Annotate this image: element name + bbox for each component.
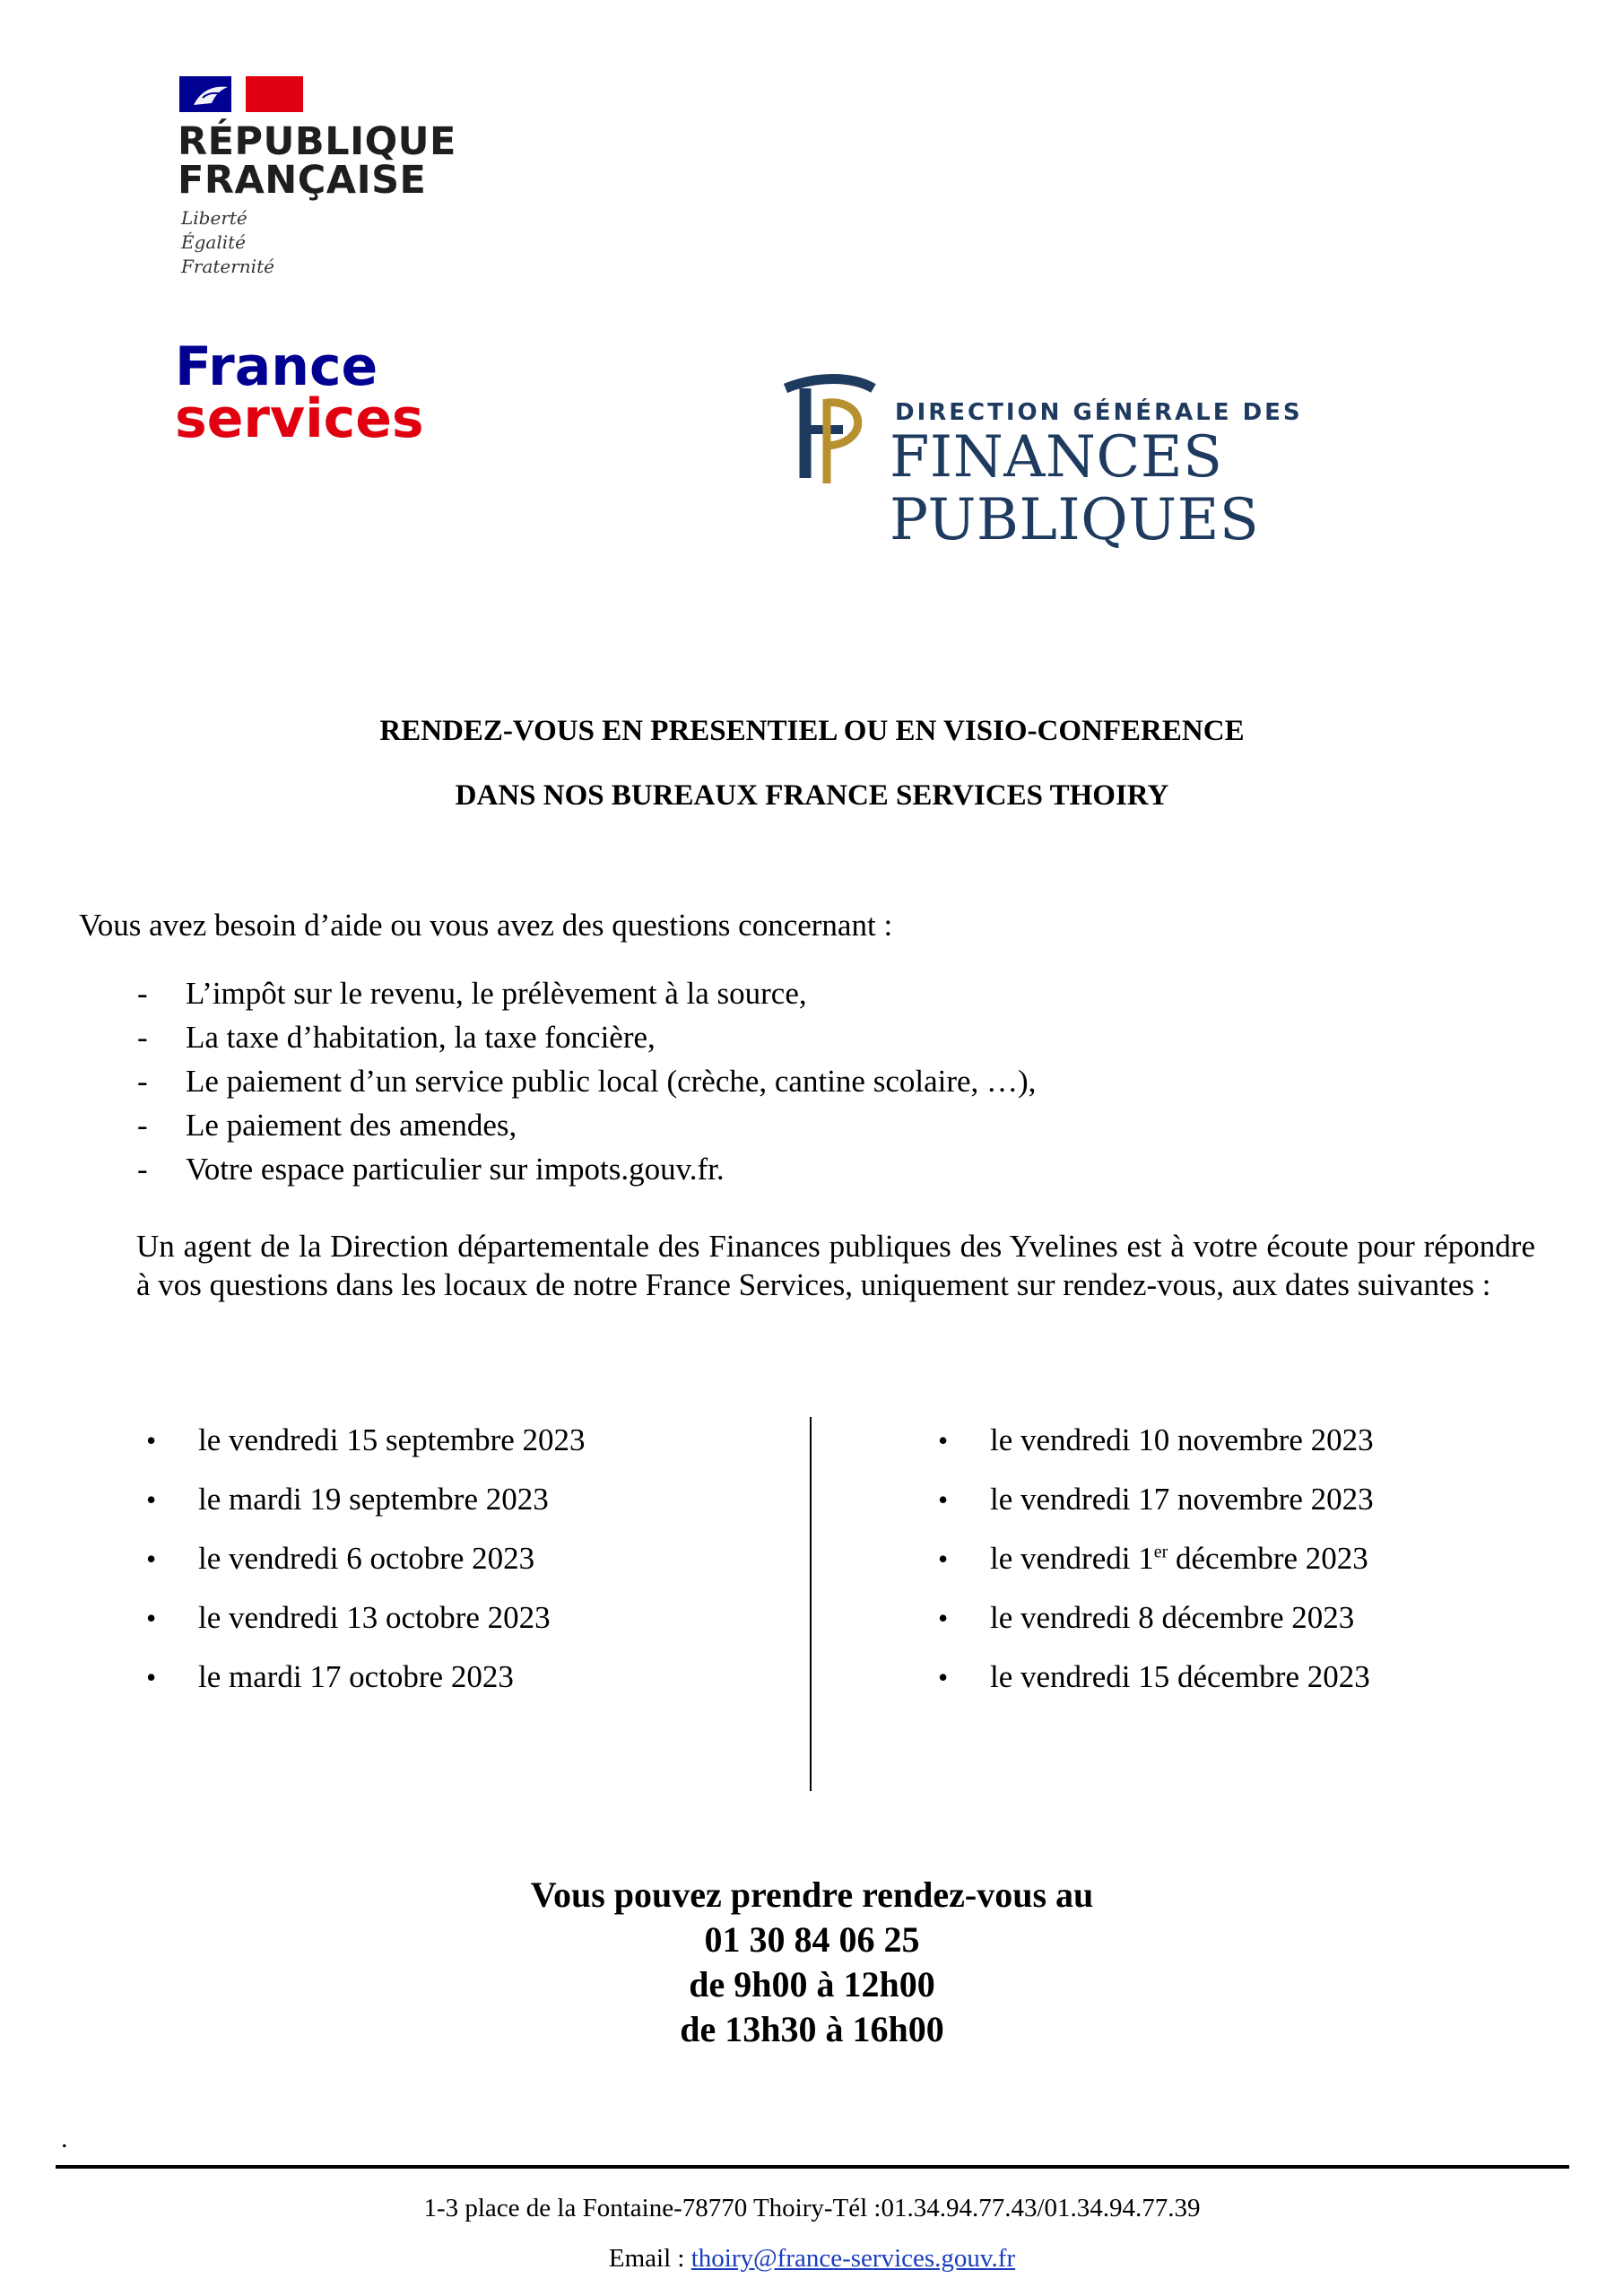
dgfip-fp-monogram-icon bbox=[780, 363, 879, 489]
date-item: • le vendredi 13 octobre 2023 bbox=[139, 1588, 586, 1648]
dgfip-logo bbox=[780, 363, 1498, 553]
dgfip-logo-line1: DIRECTION GÉNÉRALE DES bbox=[895, 399, 1303, 426]
date-item: • le vendredi 17 novembre 2023 bbox=[931, 1470, 1374, 1529]
republique-francaise-title: RÉPUBLIQUE FRANÇAISE bbox=[178, 119, 456, 203]
column-divider bbox=[810, 1417, 812, 1791]
heading-line-2: DANS NOS BUREAUX FRANCE SERVICES THOIRY bbox=[455, 779, 1169, 812]
contact-hours-morning: de 9h00 à 12h00 bbox=[689, 1964, 935, 2005]
date-item: • le mardi 19 septembre 2023 bbox=[139, 1470, 586, 1529]
list-item: - Le paiement des amendes, bbox=[130, 1103, 1036, 1147]
list-item: - Votre espace particulier sur impots.gouv.fr. bbox=[130, 1147, 1036, 1191]
footer-divider bbox=[56, 2165, 1569, 2169]
list-item: - La taxe d’habitation, la taxe foncière, bbox=[130, 1015, 1036, 1059]
footer-address: 1-3 place de la Fontaine-78770 Thoiry-Tél :01.34.94.77.43/01.34.94.77.39 bbox=[423, 2194, 1201, 2222]
date-item: • le vendredi 8 décembre 2023 bbox=[931, 1588, 1374, 1648]
date-item: • le vendredi 6 octobre 2023 bbox=[139, 1529, 586, 1588]
date-item: • le mardi 17 octobre 2023 bbox=[139, 1648, 586, 1707]
list-item: - L’impôt sur le revenu, le prélèvement à la source, bbox=[130, 971, 1036, 1015]
france-services-logo-line2: services bbox=[175, 387, 424, 450]
contact-phone: 01 30 84 06 25 bbox=[704, 1919, 920, 1960]
dates-list-left bbox=[139, 1411, 586, 1707]
date-item: • le vendredi 15 septembre 2023 bbox=[139, 1411, 586, 1470]
email-label: Email : bbox=[608, 2244, 691, 2273]
contact-line: Vous pouvez prendre rendez-vous au bbox=[530, 1874, 1094, 1915]
contact-hours-afternoon: de 13h30 à 16h00 bbox=[680, 2009, 944, 2049]
france-services-logo bbox=[175, 335, 480, 456]
ordinal-superscript: er bbox=[1153, 1542, 1168, 1562]
list-item: - Le paiement d’un service public local (crèche, cantine scolaire, …), bbox=[130, 1059, 1036, 1103]
republique-francaise-logo bbox=[170, 76, 493, 291]
republique-motto: Liberté Égalité Fraternité bbox=[181, 207, 274, 277]
france-services-logo-line1: France bbox=[175, 335, 378, 398]
topics-list bbox=[130, 971, 1036, 1191]
email-link[interactable]: thoiry@france-services.gouv.fr bbox=[690, 2244, 1016, 2273]
dates-list-right bbox=[931, 1411, 1374, 1707]
intro-text: Vous avez besoin d’aide ou vous avez des questions concernant : bbox=[79, 908, 893, 943]
date-item: • le vendredi 10 novembre 2023 bbox=[931, 1411, 1374, 1470]
date-item: • le vendredi 1er décembre 2023 bbox=[931, 1529, 1374, 1588]
description-paragraph: Un agent de la Direction départementale des Finances publiques des Yvelines est à votre écoute pour répondre à vos questions dans les locaux de notre France Services, uniquement sur rendez-vous, aux dates suivantes : bbox=[136, 1229, 1535, 1302]
footer-email-line bbox=[0, 2242, 1624, 2274]
marianne-flag-icon bbox=[179, 76, 303, 112]
stray-dot: . bbox=[61, 2124, 68, 2153]
dgfip-logo-line2: FINANCES PUBLIQUES bbox=[890, 424, 1260, 553]
heading-line-1: RENDEZ-VOUS EN PRESENTIEL OU EN VISIO-CONFERENCE bbox=[379, 715, 1245, 747]
date-item: • le vendredi 15 décembre 2023 bbox=[931, 1648, 1374, 1707]
